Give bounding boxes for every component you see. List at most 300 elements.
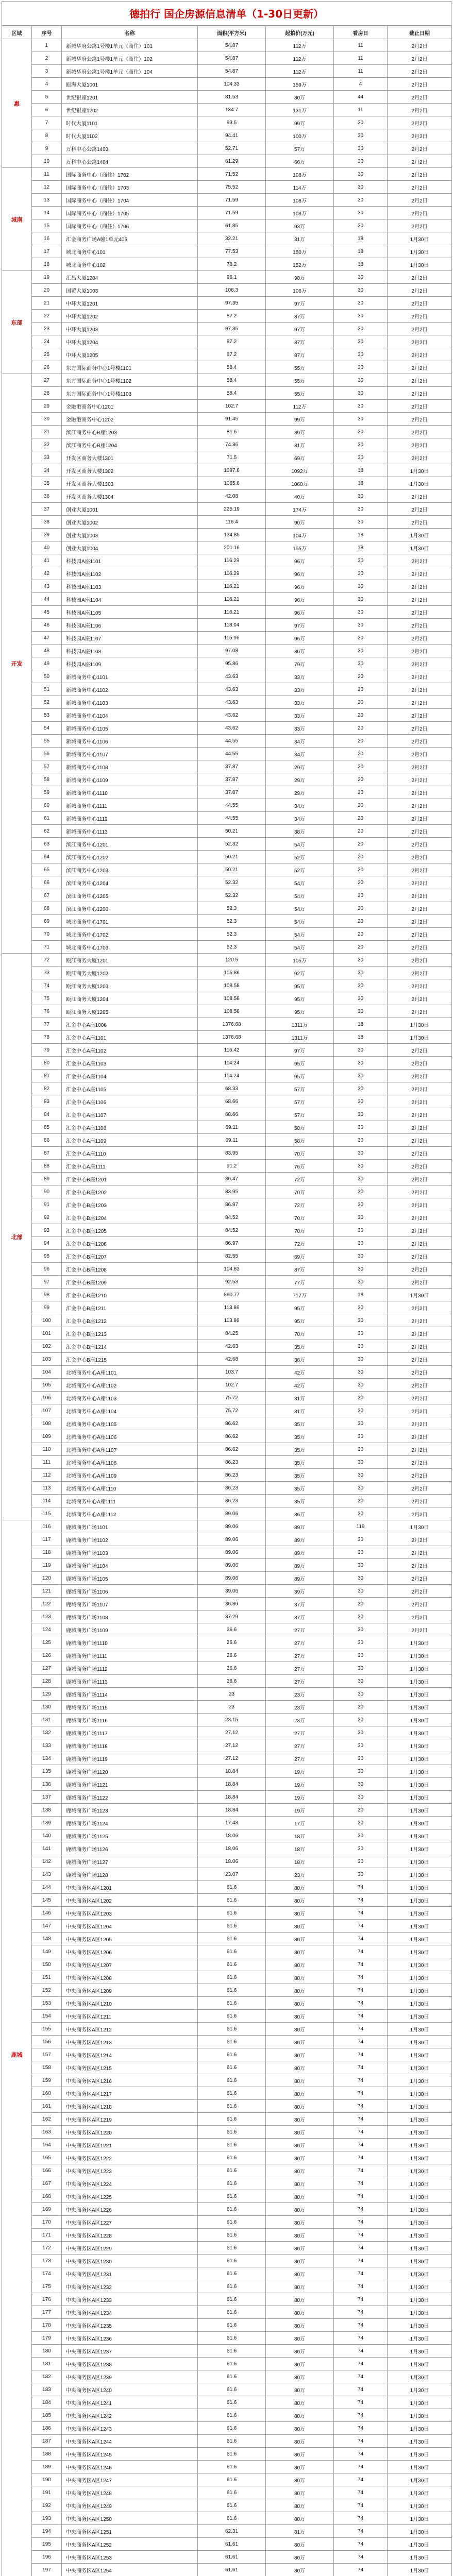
table-row [2,1392,452,1404]
row-view-day: 74 [334,2139,388,2151]
row-price: 35万 [266,1469,334,1482]
row-name: 中央商务区A区1213 [62,2036,198,2048]
row-deadline: 2月2日 [388,1482,452,1495]
row-seq: 107 [32,1404,62,1417]
row-deadline: 2月2日 [388,554,452,567]
row-name: 中央商务区A区1236 [62,2332,198,2345]
row-price: 37万 [266,1598,334,1611]
row-seq: 120 [32,1572,62,1585]
row-view-day: 74 [334,2151,388,2164]
row-view-day: 74 [334,2023,388,2036]
region-label: 鹿城 [2,1520,32,2576]
table-row [2,1778,452,1791]
row-area: 86.23 [198,1495,266,1507]
row-price: 87万 [266,310,334,323]
row-seq: 46 [32,619,62,632]
row-area: 86.62 [198,1443,266,1456]
row-area: 61.6 [198,2087,266,2100]
row-name: 新城商务中心1109 [62,773,198,786]
table-row [2,979,452,992]
row-view-day: 30 [334,1726,388,1739]
row-name: 中央商务区A区1209 [62,1984,198,1997]
row-name: 汇金中心B座1208 [62,1263,198,1276]
row-view-day: 74 [334,2551,388,2564]
row-deadline: 1月30日 [388,2422,452,2435]
row-area: 61.61 [198,2538,266,2551]
row-name: 鹿城商务广场1105 [62,1572,198,1585]
row-seq: 51 [32,683,62,696]
row-view-day: 30 [334,168,388,181]
row-price: 29万 [266,773,334,786]
table-row [2,1340,452,1353]
row-price: 19万 [266,1765,334,1778]
row-seq: 91 [32,1198,62,1211]
row-price: 80万 [266,2435,334,2448]
row-view-day: 30 [334,1327,388,1340]
row-view-day: 30 [334,979,388,992]
row-area: 61.6 [198,2061,266,2074]
row-area: 61.6 [198,2280,266,2293]
table-row [2,2048,452,2061]
row-price: 80万 [266,2512,334,2525]
row-deadline: 1月30日 [388,232,452,245]
row-deadline: 1月30日 [388,2267,452,2280]
row-area: 84.52 [198,1211,266,1224]
row-price: 52万 [266,863,334,876]
region-label: 东部 [2,271,32,374]
row-seq: 135 [32,1765,62,1778]
row-deadline: 2月2日 [388,1611,452,1623]
row-name: 时代大厦1101 [62,116,198,129]
table-row [2,219,452,232]
row-view-day: 74 [334,1984,388,1997]
row-seq: 48 [32,645,62,657]
row-area: 18.06 [198,1829,266,1842]
row-name: 中央商务区A区1247 [62,2473,198,2486]
row-seq: 188 [32,2448,62,2461]
row-name: 鹿城商务广场1119 [62,1752,198,1765]
row-deadline: 1月30日 [388,2461,452,2473]
table-row [2,825,452,838]
table-row [2,1379,452,1392]
table-row [2,1933,452,1945]
row-name: 鹿城商务广场1125 [62,1829,198,1842]
row-price: 80万 [266,2280,334,2293]
row-seq: 154 [32,2010,62,2023]
table-row [2,709,452,722]
table-row [2,2100,452,2113]
table-row [2,2190,452,2203]
row-view-day: 30 [334,1688,388,1701]
row-view-day: 20 [334,889,388,902]
row-view-day: 30 [334,400,388,413]
row-name: 新城商务中心1108 [62,760,198,773]
row-price: 93万 [266,219,334,232]
row-view-day: 74 [334,2345,388,2358]
row-view-day: 74 [334,2319,388,2332]
row-area: 95.86 [198,657,266,670]
row-price: 80万 [266,2087,334,2100]
row-deadline: 2月2日 [388,194,452,207]
row-price: 96万 [266,606,334,619]
header-area: 面积(平方米) [198,26,266,39]
table-row [2,361,452,374]
row-price: 55万 [266,374,334,387]
table-row [2,1997,452,2010]
row-name: 汇金中心B座1214 [62,1340,198,1353]
row-view-day: 30 [334,1005,388,1018]
row-deadline: 1月30日 [388,2473,452,2486]
row-area: 1097.6 [198,464,266,477]
row-seq: 38 [32,516,62,529]
row-price: 58万 [266,1121,334,1134]
row-price: 38万 [266,825,334,838]
row-price: 108万 [266,207,334,219]
row-price: 23万 [266,1688,334,1701]
row-seq: 174 [32,2267,62,2280]
row-area: 68.33 [198,1082,266,1095]
row-price: 96万 [266,593,334,606]
table-row [2,2113,452,2126]
row-price: 34万 [266,748,334,760]
row-price: 19万 [266,1791,334,1804]
row-area: 1376.68 [198,1031,266,1044]
table-row [2,2499,452,2512]
row-view-day: 30 [334,992,388,1005]
row-price: 17万 [266,1817,334,1829]
row-name: 中央商务区A区1217 [62,2087,198,2100]
row-view-day: 74 [334,2203,388,2216]
row-name: 北城商务中心A座1101 [62,1366,198,1379]
row-deadline: 1月30日 [388,1778,452,1791]
table-row [2,2358,452,2370]
table-row [2,451,452,464]
row-view-day: 20 [334,812,388,825]
row-view-day: 30 [334,954,388,967]
row-area: 17.43 [198,1817,266,1829]
row-deadline: 1月30日 [388,1804,452,1817]
row-deadline: 2月2日 [388,1134,452,1147]
row-seq: 5 [32,91,62,104]
row-seq: 18 [32,258,62,271]
row-price: 80万 [266,1881,334,1894]
table-row [2,2383,452,2396]
table-row [2,1855,452,1868]
row-price: 89万 [266,1572,334,1585]
row-seq: 59 [32,786,62,799]
row-price: 35万 [266,1456,334,1469]
row-name: 鹿城商务广场1110 [62,1636,198,1649]
row-view-day: 30 [334,1585,388,1598]
row-area: 68.66 [198,1095,266,1108]
row-seq: 33 [32,451,62,464]
row-view-day: 30 [334,1791,388,1804]
row-seq: 87 [32,1147,62,1160]
row-price: 80万 [266,2255,334,2267]
table-row [2,2074,452,2087]
row-view-day: 74 [334,1971,388,1984]
row-view-day: 18 [334,232,388,245]
row-name: 科技园A座1105 [62,606,198,619]
table-row [2,1160,452,1173]
table-row [2,1623,452,1636]
row-price: 35万 [266,1340,334,1353]
row-view-day: 74 [334,1945,388,1958]
table-row [2,1147,452,1160]
row-seq: 67 [32,889,62,902]
row-area: 61.6 [198,2126,266,2139]
row-price: 80万 [266,2139,334,2151]
table-row [2,567,452,580]
row-seq: 124 [32,1623,62,1636]
row-name: 新城商务中心1112 [62,812,198,825]
row-seq: 140 [32,1829,62,1842]
table-row [2,1031,452,1044]
row-seq: 152 [32,1984,62,1997]
row-area: 61.6 [198,2461,266,2473]
row-area: 113.86 [198,1301,266,1314]
row-deadline: 2月2日 [388,954,452,967]
row-view-day: 30 [334,1636,388,1649]
row-view-day: 74 [334,2036,388,2048]
row-name: 中央商务区A区1221 [62,2139,198,2151]
row-deadline: 2月2日 [388,438,452,451]
row-area: 108.58 [198,1005,266,1018]
row-name: 中央商务区A区1239 [62,2370,198,2383]
row-area: 91.45 [198,413,266,426]
row-deadline: 2月2日 [388,683,452,696]
row-name: 中央商务区A区1203 [62,1907,198,1920]
row-area: 61.6 [198,1958,266,1971]
row-price: 97万 [266,297,334,310]
row-view-day: 30 [334,1752,388,1765]
row-name: 鹿城商务广场1107 [62,1598,198,1611]
row-seq: 76 [32,1005,62,1018]
row-seq: 73 [32,967,62,979]
row-view-day: 30 [334,1250,388,1263]
row-deadline: 2月2日 [388,219,452,232]
row-deadline: 2月2日 [388,1211,452,1224]
row-name: 中央商务区A区1206 [62,1945,198,1958]
row-price: 100万 [266,129,334,142]
row-view-day: 30 [334,374,388,387]
row-area: 1376.68 [198,1018,266,1031]
row-name: 汇金中心B座1212 [62,1314,198,1327]
row-deadline: 2月2日 [388,65,452,78]
row-view-day: 74 [334,2525,388,2538]
row-price: 54万 [266,838,334,851]
row-view-day: 30 [334,1185,388,1198]
row-name: 北城商务中心A座1102 [62,1379,198,1392]
row-name: 中央商务区A区1216 [62,2074,198,2087]
row-deadline: 2月2日 [388,1572,452,1585]
row-deadline: 1月30日 [388,2512,452,2525]
row-view-day: 74 [334,2280,388,2293]
row-price: 80万 [266,2190,334,2203]
row-seq: 147 [32,1920,62,1933]
row-seq: 194 [32,2525,62,2538]
row-view-day: 30 [334,1817,388,1829]
table-row [2,2332,452,2345]
table-row [2,2473,452,2486]
row-area: 61.6 [198,2216,266,2229]
table-row [2,1662,452,1675]
row-price: 54万 [266,915,334,928]
row-deadline: 1月30日 [388,1868,452,1881]
row-name: 汇金中心A座1006 [62,1018,198,1031]
row-seq: 129 [32,1688,62,1701]
row-area: 61.61 [198,2551,266,2564]
row-name: 新城商务中心1101 [62,670,198,683]
row-name: 鹿城商务广场1106 [62,1585,198,1598]
table-row [2,1121,452,1134]
row-area: 97.08 [198,645,266,657]
row-price: 99万 [266,413,334,426]
table-row [2,2177,452,2190]
table-row [2,438,452,451]
table-row [2,155,452,168]
row-price: 33万 [266,696,334,709]
row-price: 70万 [266,1211,334,1224]
row-deadline: 2月2日 [388,129,452,142]
row-seq: 146 [32,1907,62,1920]
row-seq: 77 [32,1018,62,1031]
row-area: 61.6 [198,2255,266,2267]
row-seq: 99 [32,1301,62,1314]
row-view-day: 18 [334,477,388,490]
row-name: 中央商务区A区1223 [62,2164,198,2177]
row-name: 中央商务区A区1233 [62,2293,198,2306]
row-price: 80万 [266,2293,334,2306]
table-row [2,683,452,696]
row-seq: 35 [32,477,62,490]
row-seq: 62 [32,825,62,838]
row-area: 61.6 [198,2177,266,2190]
row-deadline: 1月30日 [388,2023,452,2036]
row-price: 131万 [266,104,334,116]
table-row [2,1173,452,1185]
row-view-day: 74 [334,2409,388,2422]
row-view-day: 30 [334,284,388,297]
row-deadline: 2月2日 [388,645,452,657]
row-area: 27.12 [198,1739,266,1752]
row-price: 80万 [266,2383,334,2396]
row-deadline: 2月2日 [388,400,452,413]
table-row [2,39,452,52]
row-seq: 101 [32,1327,62,1340]
row-seq: 150 [32,1958,62,1971]
row-name: 滨江商务中心1204 [62,876,198,889]
table-row [2,1070,452,1082]
row-price: 40万 [266,490,334,503]
row-view-day: 30 [334,451,388,464]
row-area: 44.55 [198,748,266,760]
row-view-day: 30 [334,219,388,232]
row-price: 80万 [266,2242,334,2255]
table-row [2,2061,452,2074]
row-name: 开发区商务大楼1302 [62,464,198,477]
row-view-day: 30 [334,1160,388,1173]
row-name: 中央商务区A区1225 [62,2190,198,2203]
row-name: 中央商务区A区1207 [62,1958,198,1971]
row-area: 61.6 [198,2409,266,2422]
table-row [2,1108,452,1121]
row-seq: 22 [32,310,62,323]
row-seq: 93 [32,1224,62,1237]
row-deadline: 1月30日 [388,2345,452,2358]
row-seq: 161 [32,2100,62,2113]
row-name: 中央商务区A区1215 [62,2061,198,2074]
table-row [2,1675,452,1688]
row-deadline: 1月30日 [388,2048,452,2061]
row-name: 新城商务中心1110 [62,786,198,799]
row-deadline: 1月30日 [388,2036,452,2048]
row-area: 61.6 [198,2048,266,2061]
row-area: 61.6 [198,2345,266,2358]
row-area: 71.59 [198,207,266,219]
table-row [2,1726,452,1739]
row-area: 61.6 [198,2512,266,2525]
row-view-day: 74 [334,2422,388,2435]
row-name: 东方国际商务中心1号楼1102 [62,374,198,387]
row-price: 1311万 [266,1018,334,1031]
row-area: 18.06 [198,1855,266,1868]
row-area: 61.6 [198,2435,266,2448]
table-row [2,1804,452,1817]
row-deadline: 2月2日 [388,1585,452,1598]
row-deadline: 2月2日 [388,284,452,297]
region-label: 城南 [2,168,32,271]
row-name: 新城商务中心1106 [62,735,198,748]
row-area: 52.32 [198,838,266,851]
row-deadline: 2月2日 [388,207,452,219]
row-view-day: 74 [334,2164,388,2177]
row-deadline: 2月2日 [388,1057,452,1070]
row-price: 39万 [266,1585,334,1598]
row-area: 91.2 [198,1160,266,1173]
row-price: 34万 [266,735,334,748]
row-view-day: 20 [334,825,388,838]
page-title: 德拍行 国企房源信息清单（1-30日更新） [2,1,451,26]
row-deadline: 2月2日 [388,516,452,529]
row-name: 开发区商务大楼1301 [62,451,198,464]
row-seq: 157 [32,2048,62,2061]
row-area: 50.21 [198,863,266,876]
row-name: 汇金中心B座1210 [62,1289,198,1301]
row-price: 104万 [266,529,334,541]
row-price: 42万 [266,1366,334,1379]
table-row [2,271,452,284]
table-row [2,503,452,516]
row-view-day: 30 [334,619,388,632]
table-row [2,670,452,683]
table-row [2,1572,452,1585]
row-deadline: 2月2日 [388,503,452,516]
row-view-day: 30 [334,1829,388,1842]
row-name: 鹿城商务广场1115 [62,1701,198,1714]
table-row [2,426,452,438]
row-area: 89.06 [198,1533,266,1546]
row-area: 74.36 [198,438,266,451]
row-seq: 175 [32,2280,62,2293]
row-price: 96万 [266,632,334,645]
row-name: 汇金中心A座1106 [62,1095,198,1108]
row-area: 23 [198,1701,266,1714]
table-row [2,2126,452,2139]
row-view-day: 18 [334,529,388,541]
row-price: 57万 [266,1082,334,1095]
row-deadline: 1月30日 [388,541,452,554]
